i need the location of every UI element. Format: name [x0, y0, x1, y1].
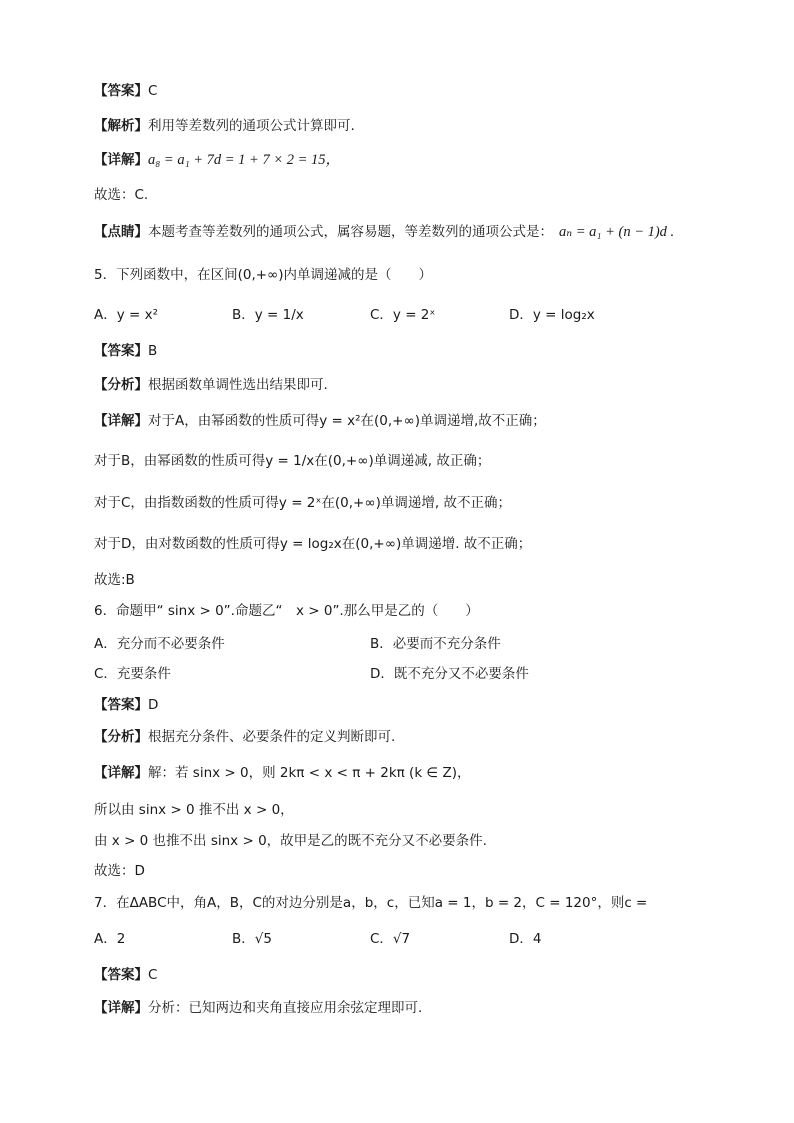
q7-detail-line — [94, 998, 422, 1018]
q6-detail-1: 解：若 sinx > 0，则 2kπ < x < π + 2kπ (k ∈ Z)， — [148, 765, 471, 781]
q5-stem: 5．下列函数中，在区间(0,+∞)内单调递减的是（ ） — [94, 267, 433, 283]
q6-option-c: C．充要条件 — [94, 666, 171, 682]
q6-detail-tag: 【详解】 — [94, 765, 148, 781]
q6-option-a: A．充分而不必要条件 — [94, 636, 225, 652]
q4-detail-formula: a₈ = a₁ + 7d = 1 + 7 × 2 = 15， — [148, 152, 341, 168]
q5-answer-tag: 【答案】 — [94, 343, 148, 359]
q4-analysis: 利用等差数列的通项公式计算即可. — [148, 118, 355, 134]
q4-conclusion: 故选：C. — [94, 187, 149, 203]
q6-answer-tag: 【答案】 — [94, 697, 148, 713]
q5-detail-d: 对于D，由对数函数的性质可得y = log₂x在(0,+∞)单调递增. 故不正确； — [94, 536, 532, 552]
q7-option-b: B．√5 — [232, 931, 272, 947]
q6-detail-3: 由 x > 0 也推不出 sinx > 0，故甲是乙的既不充分又不必要条件. — [94, 833, 487, 849]
q4-comment-line — [94, 222, 674, 242]
q7-option-d: D．4 — [509, 931, 542, 947]
q6-stem: 6．命题甲“ sinx > 0”.命题乙“ x > 0”.那么甲是乙的（ ） — [94, 603, 479, 619]
q6-option-d: D．既不充分又不必要条件 — [370, 666, 529, 682]
q5-detail-tag: 【详解】 — [94, 413, 148, 429]
q7-option-c: C．√7 — [370, 931, 411, 947]
q6-answer-line — [94, 695, 158, 715]
q5-detail-c: 对于C，由指数函数的性质可得y = 2ˣ在(0,+∞)单调递增, 故不正确； — [94, 495, 511, 511]
q7-detail-tag: 【详解】 — [94, 1000, 148, 1016]
q4-analysis-line — [94, 116, 355, 136]
q4-detail-line — [94, 150, 340, 170]
q5-analysis-tag: 【分析】 — [94, 377, 148, 393]
q6-analysis-tag: 【分析】 — [94, 729, 148, 745]
q4-comment: 本题考查等差数列的通项公式，属容易题，等差数列的通项公式是： — [148, 224, 553, 240]
q6-answer: D — [148, 697, 159, 713]
q5-answer-line — [94, 341, 157, 361]
q4-comment-tag: 【点睛】 — [94, 224, 148, 240]
q5-detail-b: 对于B，由幂函数的性质可得y = 1/x在(0,+∞)单调递减, 故正确； — [94, 453, 491, 469]
q5-detail-a-line — [94, 411, 546, 431]
q4-answer-line — [94, 81, 157, 101]
q4-detail-tag: 【详解】 — [94, 152, 148, 168]
q6-detail-1-line — [94, 763, 471, 783]
q7-answer-tag: 【答案】 — [94, 967, 148, 983]
q6-conclusion: 故选：D — [94, 863, 145, 879]
q5-conclusion: 故选:B — [94, 572, 135, 588]
q7-answer-line — [94, 965, 157, 985]
q4-answer-tag: 【答案】 — [94, 83, 148, 99]
q5-analysis: 根据函数单调性选出结果即可. — [148, 377, 328, 393]
q4-answer: C — [148, 83, 158, 99]
q7-stem: 7．在ΔABC中，角A，B，C的对边分别是a，b，c，已知a = 1，b = 2，C = 120°，则c = — [94, 895, 648, 911]
q5-option-d: D．y = log₂x — [509, 307, 595, 323]
q5-detail-a: 对于A，由幂函数的性质可得y = x²在(0,+∞)单调递增,故不正确； — [148, 413, 546, 429]
q6-analysis-line — [94, 727, 395, 747]
q5-option-a: A．y = x² — [94, 307, 159, 323]
q5-analysis-line — [94, 375, 328, 395]
q7-option-a: A．2 — [94, 931, 126, 947]
q6-analysis: 根据充分条件、必要条件的定义判断即可. — [148, 729, 396, 745]
q7-detail: 分析：已知两边和夹角直接应用余弦定理即可. — [148, 1000, 423, 1016]
q6-option-b: B．必要而不充分条件 — [370, 636, 501, 652]
q5-option-b: B．y = 1/x — [232, 307, 304, 323]
q6-detail-2: 所以由 sinx > 0 推不出 x > 0， — [94, 802, 294, 818]
q5-option-c: C．y = 2ˣ — [370, 307, 436, 323]
q7-answer: C — [148, 967, 158, 983]
q4-analysis-tag: 【解析】 — [94, 118, 148, 134]
q5-answer: B — [148, 343, 158, 359]
q4-comment-formula: aₙ = a₁ + (n − 1)d . — [559, 224, 675, 240]
